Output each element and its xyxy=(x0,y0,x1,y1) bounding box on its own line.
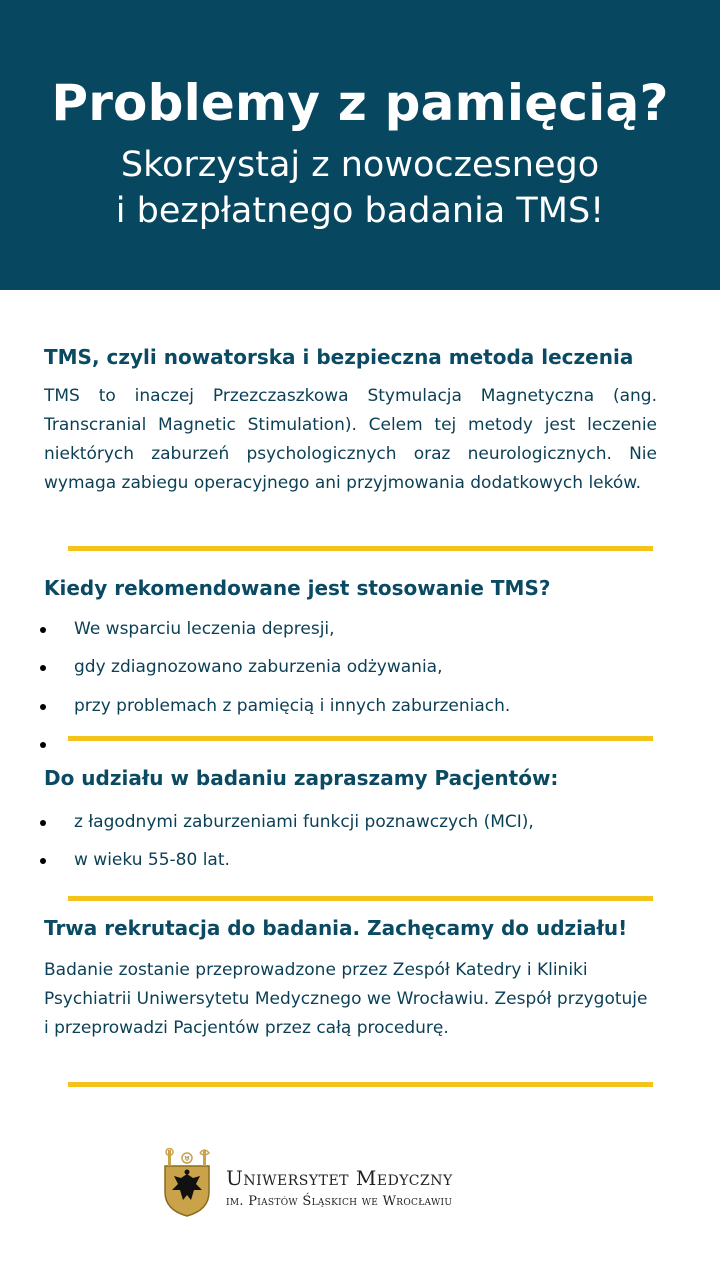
subtitle-line-1: Skorzystaj z nowoczesnego xyxy=(120,145,600,185)
divider-rule xyxy=(68,546,653,551)
section-heading-recruitment: Trwa rekrutacja do badania. Zachęcamy do udziału! xyxy=(44,916,628,940)
section-body-recruitment: Badanie zostanie przeprowadzone przez Zespół Katedry i Kliniki Psychiatrii Uniwersytetu Medycznego we Wrocławiu. Zespół przygotuje i przeprowadzi Pacjentów przez całą procedurę. xyxy=(44,960,648,1038)
bullet-dot xyxy=(40,704,46,710)
divider-rule xyxy=(68,1082,653,1087)
svg-text:♅: ♅ xyxy=(183,1155,191,1163)
list-item-text: z łagodnymi zaburzeniami funkcji poznawczych (MCI), xyxy=(74,812,534,832)
bullet-dot xyxy=(40,665,46,671)
divider-rule xyxy=(68,736,653,741)
header-banner xyxy=(0,0,720,290)
page-title: Problemy z pamięcią? xyxy=(51,74,669,132)
section-heading-recommended: Kiedy rekomendowane jest stosowanie TMS? xyxy=(44,576,551,600)
list-item xyxy=(0,652,720,682)
subtitle-line-2: i bezpłatnego badania TMS! xyxy=(115,191,605,231)
university-crest-icon xyxy=(162,1148,212,1218)
list-item-text: w wieku 55-80 lat. xyxy=(74,850,230,870)
university-logo xyxy=(162,1148,562,1218)
university-subtitle: im. Piastów Śląskich we Wrocławiu xyxy=(226,1194,453,1209)
bullet-dot xyxy=(40,858,46,864)
list-item xyxy=(0,614,720,644)
university-name: Uniwersytet Medyczny xyxy=(226,1166,453,1190)
list-item xyxy=(0,729,720,759)
list-item xyxy=(0,807,720,837)
list-item-text: We wsparciu leczenia depresji, xyxy=(74,619,335,639)
list-item xyxy=(0,691,720,721)
divider-rule xyxy=(68,896,653,901)
section-heading-invite: Do udziału w badaniu zapraszamy Pacjentów: xyxy=(44,766,559,790)
list-item-text: gdy zdiagnozowano zaburzenia odżywania, xyxy=(74,657,443,677)
bullet-dot xyxy=(40,820,46,826)
section-heading-tms: TMS, czyli nowatorska i bezpieczna metoda leczenia xyxy=(44,345,634,369)
bullet-dot xyxy=(40,742,46,748)
section-body-tms: TMS to inaczej Przezczaszkowa Stymulacja Magnetyczna (ang. Transcranial Magnetic Stimulation). Celem tej metody jest leczenie niektórych zaburzeń psychologicznych oraz neurologicznych. Nie wymaga zabiegu operacyjnego ani przyjmowania dodatkowych leków. xyxy=(44,386,657,493)
list-item-text: przy problemach z pamięcią i innych zaburzeniach. xyxy=(74,696,511,716)
list-item xyxy=(0,845,720,875)
bullet-dot xyxy=(40,627,46,633)
page-subtitle xyxy=(0,142,720,234)
